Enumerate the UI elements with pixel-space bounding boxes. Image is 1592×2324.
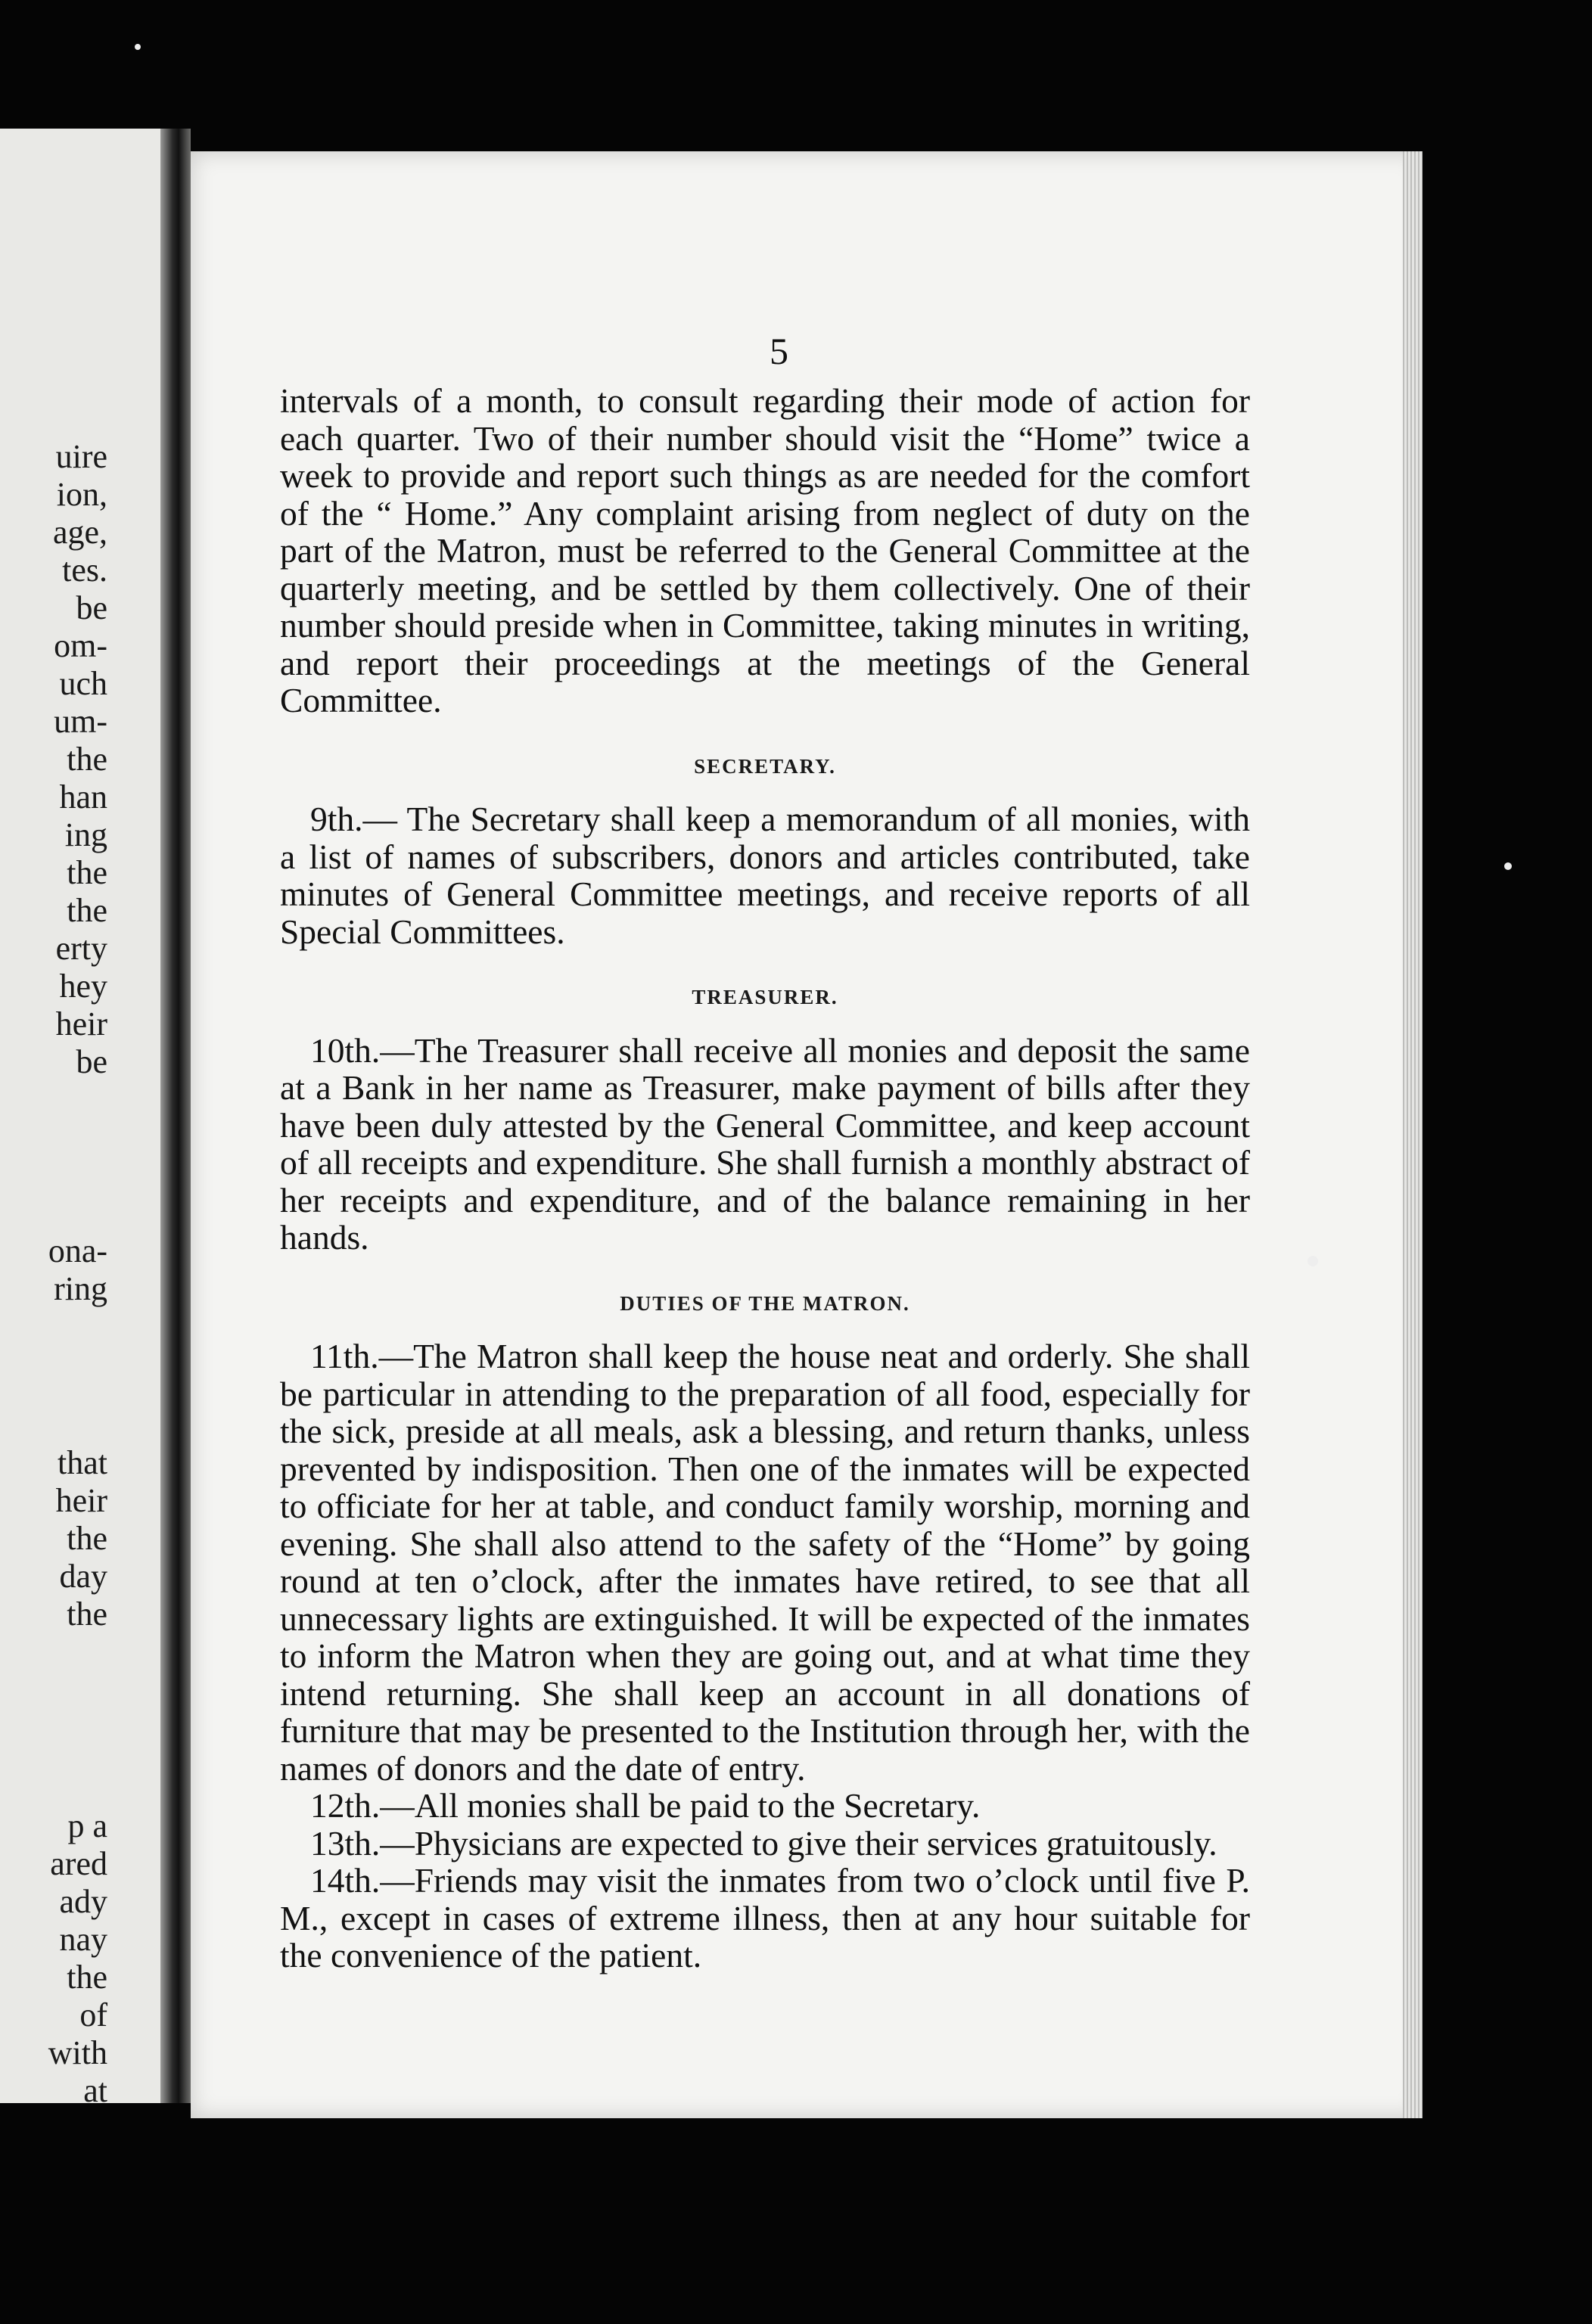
dust-speck [1307, 1256, 1318, 1266]
facing-page-fragment: om- [54, 627, 107, 664]
facing-page-fragment: be [76, 1043, 107, 1080]
section-heading-secretary: SECRETARY. [694, 754, 836, 778]
section-heading-treasurer: TREASURER. [692, 986, 838, 1008]
facing-page-fragment: the [67, 1595, 107, 1633]
facing-page-fragment: age, [52, 514, 107, 551]
facing-page-fragment: heir [55, 1005, 107, 1042]
facing-page-fragment: han [59, 778, 107, 816]
facing-page-fragment: the [67, 1520, 107, 1557]
rule-paragraph: 12th.—All monies shall be paid to the Secretary. [310, 1786, 981, 1825]
page-body [280, 382, 1250, 1974]
facing-page-fragment: with [48, 2034, 107, 2071]
facing-page-fragment: day [59, 1558, 107, 1595]
rule-paragraph: 13th.—Physicians are expected to give their services gratuitously. [310, 1823, 1217, 1863]
rule-paragraph: 9th.— The Secretary shall keep a memorandum of all monies, with a list of names of subscribers, donors and articles contributed, take minutes of General Committee meetings, and receive reports of all Special Committees. [280, 800, 1250, 951]
facing-page-fragment: hey [59, 968, 107, 1005]
facing-page-fragment: the [67, 892, 107, 929]
facing-page-fragment: heir [55, 1482, 107, 1519]
dust-speck [1504, 862, 1512, 870]
facing-page-fragment: at [83, 2072, 107, 2103]
facing-page-fragment: ady [59, 1883, 107, 1920]
rule-paragraph: 10th.—The Treasurer shall receive all monies and deposit the same at a Bank in her name as Treasurer, make payment of bills after they have been duly attested by the General Committee, and keep account of all receipts and expenditure. She shall furnish a monthly abstract of her receipts and expenditure, and of the balance remaining in her hands. [280, 1030, 1250, 1257]
facing-page-fragment: ared [50, 1845, 107, 1882]
facing-page-fragment: be [76, 589, 107, 626]
page-number: 5 [770, 330, 788, 372]
facing-page-fragment: tes. [62, 551, 107, 589]
rule-paragraph: 11th.—The Matron shall keep the house neat and orderly. She shall be particular in attending to the preparation of all food, especially for the sick, preside at all meals, ask a blessing, and return thanks, unless prevented by indisposition. Then one of the inmates will be expected to officiate for her at table, and conduct family worship, morning and evening. She shall also attend to the safety of the “Home” by going round at ten o’clock, after the inmates have retired, to see that all unnecessary lights are extinguished. It will be expected of the inmates to inform the Matron when they are going out, and at what time they intend returning. She shall keep an account in all donations of furniture that may be presented to the Institution through her, with the names of donors and the date of entry. [280, 1337, 1250, 1788]
paragraph-continued: intervals of a month, to consult regarding their mode of action for each quarter. Two of their number should visit the “Home” twice a week to provide and report such things as are needed for the comfort of the “ Home.” Any complaint arising from neglect of duty on the part of the Matron, must be referred to the General Committee at the quarterly meeting, and be settled by them collectively. One of their number should preside when in Committee, taking minutes in writing, and report their proceedings at the meetings of the General Committee. [280, 381, 1250, 719]
facing-page-left [0, 129, 160, 2103]
facing-page-fragment: p a [67, 1807, 107, 1844]
facing-page-fragment: uch [59, 665, 107, 702]
facing-page-fragment: ona- [48, 1232, 107, 1269]
facing-page-fragment: the [67, 854, 107, 891]
facing-page-fragment: that [58, 1444, 107, 1481]
facing-page-fragment: ion, [56, 476, 107, 513]
facing-page-fragment: ing [64, 816, 107, 853]
page [191, 151, 1423, 2118]
facing-page-fragment: um- [54, 703, 107, 740]
facing-page-fragment: uire [55, 438, 107, 475]
facing-page-fragment: the [67, 1959, 107, 1996]
facing-page-fragment: ring [54, 1270, 107, 1307]
page-edge [1403, 151, 1423, 2118]
facing-page-fragment: of [79, 1996, 107, 2034]
facing-page-fragment: the [67, 741, 107, 778]
dust-speck [135, 44, 141, 50]
facing-page-fragment: erty [55, 930, 107, 967]
section-heading-matron: DUTIES OF THE MATRON. [620, 1291, 910, 1315]
rule-paragraph: 14th.—Friends may visit the inmates from two o’clock until five P. M., except in cases of extreme illness, then at any hour suitable for the convenience of the patient. [280, 1861, 1250, 1974]
book-gutter [160, 129, 191, 2103]
facing-page-fragment: nay [59, 1921, 107, 1958]
